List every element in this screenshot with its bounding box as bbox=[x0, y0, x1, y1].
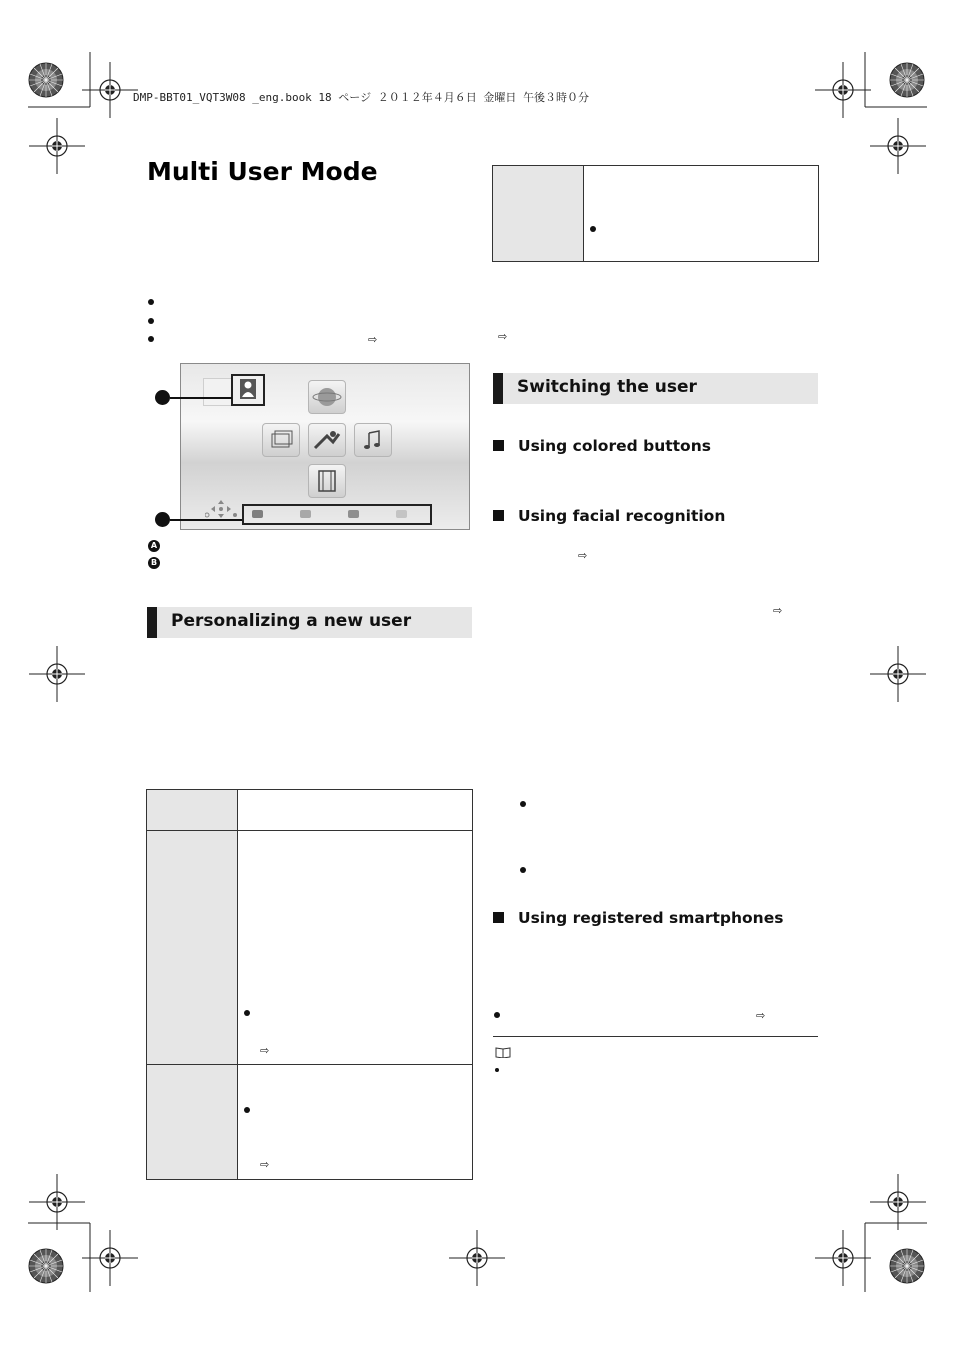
table-arrow-1: ⇨ bbox=[260, 1044, 270, 1057]
right-arrow-ref-2: ⇨ bbox=[578, 549, 588, 562]
bullet-3 bbox=[148, 336, 154, 342]
note-bullet bbox=[495, 1068, 499, 1072]
callout-a-line bbox=[170, 397, 232, 399]
subheading-smartphones: Using registered smartphones bbox=[493, 909, 783, 927]
photos-icon bbox=[263, 424, 299, 456]
right-arrow-ref-4: ⇨ bbox=[756, 1009, 766, 1022]
wrench-icon bbox=[309, 424, 345, 456]
navigation-arrows-icon bbox=[205, 498, 237, 520]
callout-a-dot bbox=[155, 390, 170, 405]
right-arrow-ref-3: ⇨ bbox=[773, 604, 783, 617]
bullet-right-1 bbox=[520, 801, 526, 807]
legend-badge-a: A bbox=[148, 540, 160, 552]
settings-table-right bbox=[492, 165, 819, 262]
videos-tile bbox=[308, 464, 346, 498]
section-header-switching bbox=[493, 373, 818, 404]
section-header-personalizing bbox=[147, 607, 472, 638]
note-book-icon bbox=[495, 1046, 511, 1058]
globe-icon bbox=[309, 381, 345, 413]
note-divider bbox=[493, 1036, 818, 1037]
user-avatar-selected bbox=[231, 374, 265, 406]
bullet-right-3 bbox=[494, 1012, 500, 1018]
colored-buttons-bar bbox=[242, 504, 432, 525]
right-arrow-ref-1: ⇨ bbox=[498, 330, 508, 343]
settings-table-left bbox=[146, 789, 473, 1180]
bullet-2 bbox=[148, 318, 154, 324]
person-icon bbox=[240, 379, 256, 399]
bullet-right-2 bbox=[520, 867, 526, 873]
section-title-personalizing: Personalizing a new user bbox=[171, 611, 412, 631]
music-tile bbox=[354, 423, 392, 457]
film-icon bbox=[309, 465, 345, 497]
page-title: Multi User Mode bbox=[147, 157, 378, 186]
music-note-icon bbox=[355, 424, 391, 456]
bullet-1 bbox=[148, 299, 154, 305]
section-title-switching: Switching the user bbox=[517, 377, 697, 397]
network-tile bbox=[308, 380, 346, 414]
photos-tile bbox=[262, 423, 300, 457]
table-arrow-2: ⇨ bbox=[260, 1158, 270, 1171]
file-header-line: DMP-BBT01_VQT3W08 _eng.book 18 ページ ２０１２年４月６日 金曜日 午後３時０分 bbox=[133, 91, 589, 104]
reference-arrow-icon: ⇨ bbox=[368, 333, 378, 346]
home-screen-figure bbox=[180, 363, 470, 530]
subheading-colored-buttons: Using colored buttons bbox=[493, 437, 711, 455]
callout-b-line bbox=[170, 519, 242, 521]
subheading-facial-recognition: Using facial recognition bbox=[493, 507, 725, 525]
setup-tile bbox=[308, 423, 346, 457]
callout-b-dot bbox=[155, 512, 170, 527]
legend-badge-b: B bbox=[148, 557, 160, 569]
